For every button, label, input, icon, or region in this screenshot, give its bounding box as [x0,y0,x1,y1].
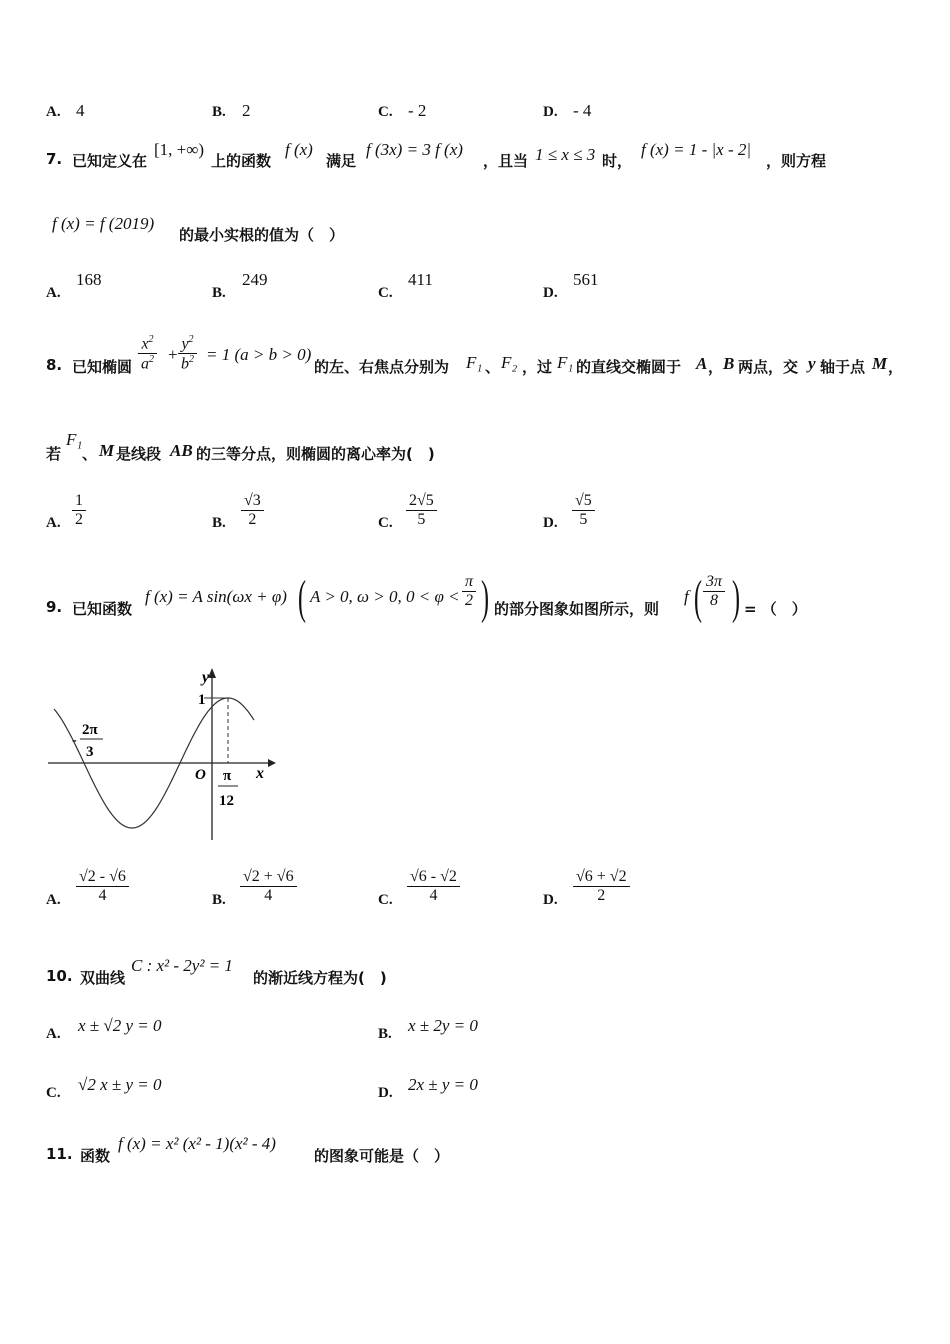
q8-option-a-frac: $\frac{1}{2}$ [72,492,86,529]
pos-label-num: π [223,768,232,784]
q8-text-6: 轴于点 [820,358,866,376]
q7-option-b-label: B. [212,285,226,301]
q8-line2-ab: AB [170,441,193,460]
q9-option-c-label: C. [378,892,393,908]
q10-option-d-value: 2x ± y = 0 [408,1075,478,1094]
q10-option-b-label: B. [378,1026,392,1042]
q7-eq3: f (x) = f (2019) [52,214,155,233]
y-axis-arrow-icon [208,668,216,678]
q9-paren-right: ) [481,571,489,624]
q8-option-c-frac: $\frac{2√5}{5}$ [406,492,437,529]
q8-option-d-label: D. [543,515,558,531]
q9-condition: A > 0, ω > 0, 0 < φ < [310,587,460,606]
q8-ellipse-frac-y: $\frac{y^2}{b^2}$ [178,334,197,374]
q7-option-d-label: D. [543,285,558,301]
q7-eq2: f (x) = 1 - |x - 2| [641,140,752,159]
q8-point-b: B [723,354,735,373]
q8-y: y [808,354,816,373]
q10-option-a-label: A. [46,1026,61,1042]
q8-sep: 、 [485,358,501,376]
q7-condition: 1 ≤ x ≤ 3 [535,145,596,164]
q9-paren-left: ( [298,571,306,624]
q9-option-d-frac: $\frac{√6 + √2}{2}$ [573,868,630,905]
q10-text-2: 的渐近线方程为( ) [253,969,387,987]
q8-comma: ， [708,358,724,376]
q9-option-b-frac: $\frac{√2 + √6}{4}$ [240,868,297,905]
q9-option-d-label: D. [543,892,558,908]
neg-sign: - [72,733,77,748]
q10-option-b-value: x ± 2y = 0 [408,1016,478,1035]
q9-text-3: = （ ） [744,600,807,618]
q11-function: f (x) = x² (x² - 1)(x² - 4) [118,1134,276,1153]
pos-label-den: 12 [219,793,234,809]
q7-eq1: f (3x) = 3 f (x) [366,140,463,159]
q8-text-4: 的直线交椭圆于 [576,358,682,376]
q8-option-b-frac: $\frac{√3}{2}$ [241,492,264,529]
q9-option-a-label: A. [46,892,61,908]
q9-graph [40,660,280,850]
q8-ellipse-condition: = 1 (a > b > 0) [206,345,312,364]
q9-text-1: 已知函数 [72,600,133,618]
q8-text-3: ，过 [522,358,553,376]
q9-argument: $\frac{3\pi}{8}$ [703,573,725,610]
q10-number: 10. [46,967,73,985]
q6-option-b-value: 2 [242,101,251,120]
q7-option-a-value: 168 [76,270,102,289]
neg-label-den: 3 [86,744,94,760]
q7-option-c-label: C. [378,285,393,301]
q11-number: 11. [46,1145,73,1163]
q8-line2-f1: F₁ [66,430,83,449]
q9-f: f [684,587,689,606]
q7-text-5: 时， [602,152,633,170]
q8-text-1: 已知椭圆 [72,358,133,376]
q8-line2-4: 的三等分点，则椭圆的离心率为( ) [196,445,435,463]
q9-arg-paren-right: ) [732,571,740,624]
q8-line2-2: 、 [82,445,98,463]
q8-option-a-label: A. [46,515,61,531]
neg-label-num: 2π [82,722,98,738]
q11-text-1: 函数 [80,1147,111,1165]
q8-option-c-label: C. [378,515,393,531]
one-label: 1 [198,692,206,708]
q7-text-2: 上的函数 [211,152,272,170]
q8-option-b-label: B. [212,515,226,531]
x-label: x [256,765,264,782]
q7-option-c-value: 411 [408,270,433,289]
q8-f1-b: F₁ [557,353,574,372]
q6-option-c-label: C. [378,104,393,120]
q9-option-b-label: B. [212,892,226,908]
q8-f1: F₁ [466,353,483,372]
q8-line2-1: 若 [46,445,62,463]
q8-ellipse-frac-x: $\frac{x^2}{a^2}$ [138,334,157,374]
q6-option-a-label: A. [46,104,61,120]
q8-f2: F₂ [501,353,518,372]
q6-option-d-label: D. [543,104,558,120]
q8-m: M [872,354,888,373]
q7-option-b-value: 249 [242,270,268,289]
q8-number: 8. [46,356,63,374]
q7-text-3: 满足 [326,152,357,170]
q9-number: 9. [46,598,63,616]
q10-equation: C : x² - 2y² = 1 [131,956,233,975]
q7-option-d-value: 561 [573,270,599,289]
q9-option-c-frac: $\frac{√6 - √2}{4}$ [407,868,460,905]
q8-text-7: ， [888,358,904,376]
q10-text-1: 双曲线 [80,969,126,987]
x-axis-arrow-icon [268,759,276,767]
q8-text-2: 的左、右焦点分别为 [314,358,450,376]
q7-text-4: ，且当 [483,152,529,170]
q8-line2-3: 是线段 [116,445,162,463]
q6-option-b-label: B. [212,104,226,120]
q7-text-7: 的最小实根的值为（ ） [179,226,345,244]
q10-option-a-value: x ± √2 y = 0 [78,1016,162,1035]
q7-text-1: 已知定义在 [72,152,148,170]
q7-number: 7. [46,150,63,168]
q10-option-c-label: C. [46,1085,61,1101]
q6-option-a-value: 4 [76,101,85,120]
q7-interval: [1, +∞) [154,140,205,159]
q9-arg-paren-left: ( [694,571,702,624]
q9-function: f (x) = A sin(ωx + φ) [145,587,287,606]
q10-option-d-label: D. [378,1085,393,1101]
q6-option-d-value: - 4 [573,101,592,120]
q8-line2-m: M [99,441,115,460]
y-label: y [202,669,210,686]
q8-text-5: 两点，交 [738,358,799,376]
q8-point-a: A [696,354,708,373]
q8-option-d-frac: $\frac{√5}{5}$ [572,492,595,529]
q10-option-c-value: √2 x ± y = 0 [78,1075,162,1094]
q9-text-2: 的部分图象如图所示，则 [494,600,660,618]
q7-fx: f (x) [285,140,313,159]
origin-label: O [195,767,206,783]
q9-pi-over-2: $\frac{\pi}{2}$ [462,573,476,610]
q8-plus: + [168,345,178,364]
q7-option-a-label: A. [46,285,61,301]
q6-option-c-value: - 2 [408,101,427,120]
q9-option-a-frac: $\frac{√2 - √6}{4}$ [76,868,129,905]
q7-text-6: ，则方程 [766,152,827,170]
q11-text-2: 的图象可能是（ ） [314,1147,450,1165]
